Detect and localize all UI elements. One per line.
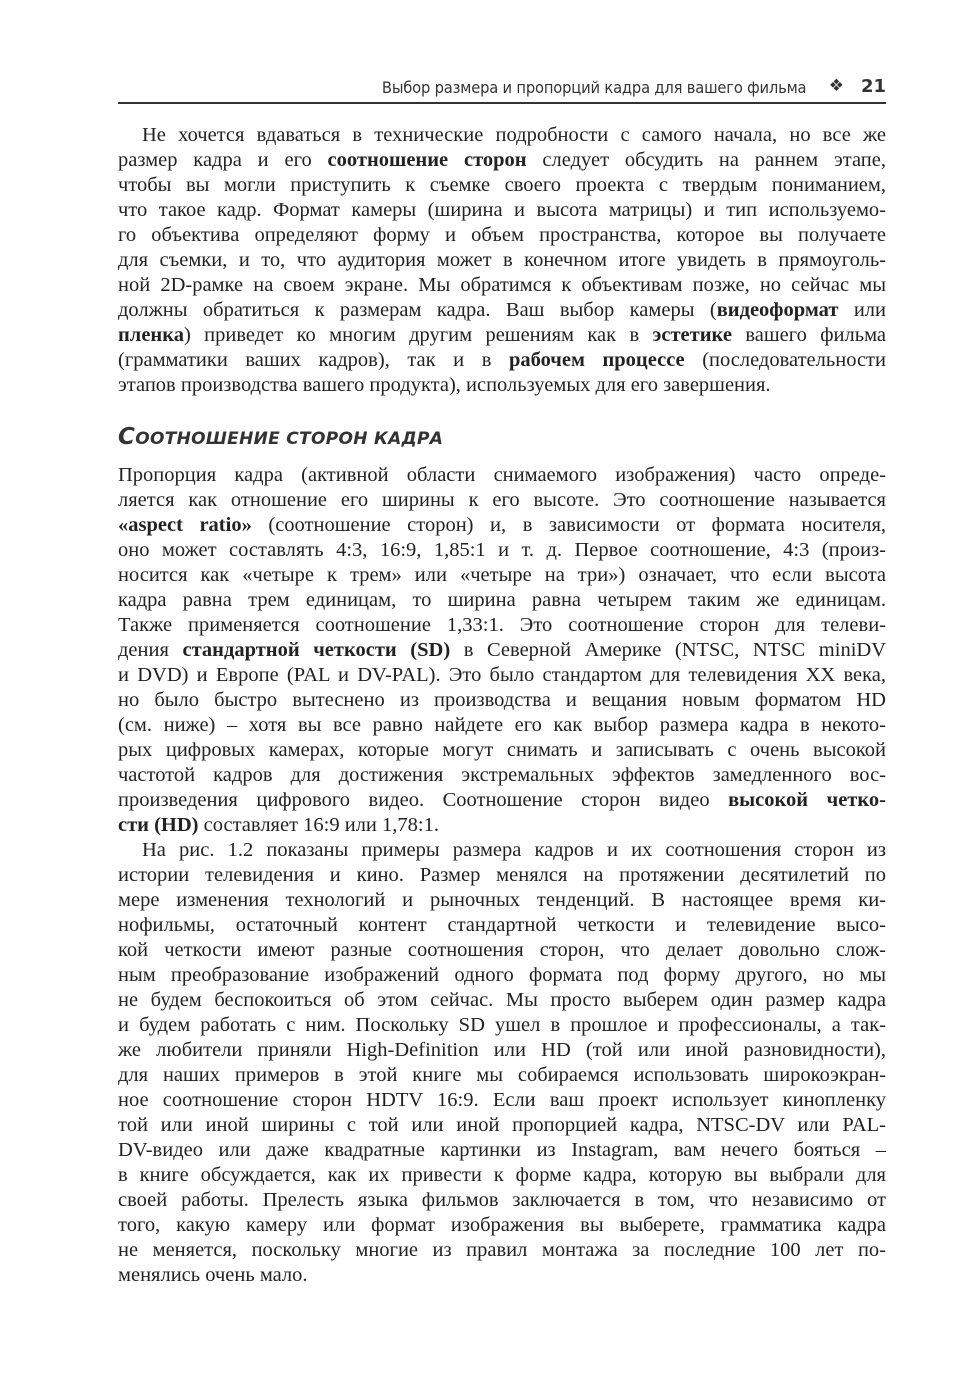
text-line: (грамматики ваших кадров), так и в рабочем процессе (последовательности: [118, 349, 886, 371]
bold-term: видеоформат: [716, 299, 839, 321]
text-line: Не хочется вдаваться в технические подробности с самого начала, но все же: [142, 124, 886, 146]
page-number: 21: [860, 76, 886, 97]
paragraph-frame-sizes: [118, 838, 886, 1288]
text-line: не будем беспокоиться об этом сейчас. Мы просто выберем один размер кадра: [118, 989, 886, 1011]
text-line: чтобы вы могли приступить к съемке своего проекта с твердым пониманием,: [118, 174, 886, 196]
bold-term: «aspect ratio»: [118, 514, 252, 536]
bold-term: пленка: [118, 324, 184, 346]
text-line: произведения цифрового видео. Соотношение сторон видео высокой четко-: [118, 789, 886, 811]
text-line: «aspect ratio» (соотношение сторон) и, в зависимости от формата носителя,: [118, 514, 886, 536]
text-line: DV-видео или даже квадратные картинки из Instagram, вам нечего бояться –: [118, 1139, 886, 1161]
paragraph-aspect-ratio: [118, 463, 886, 838]
text-line: (см. ниже) – хотя вы все равно найдете его как выбор размера кадра в некото-: [118, 714, 886, 736]
text-line: для наших примеров в этой книге мы собираемся использовать широкоэкран-: [118, 1064, 886, 1086]
text-line: ным преобразование изображений одного формата под форму другого, но мы: [118, 964, 886, 986]
text-line: нофильмы, остаточный контент стандартной четкости и телевидение высо-: [118, 914, 886, 936]
paragraph-intro: [118, 123, 886, 398]
ornament-icon: ❖: [828, 76, 844, 96]
text-line: не меняется, поскольку многие из правил монтажа за последние 100 лет по-: [118, 1239, 886, 1261]
text-line: той или иной ширины с той или иной пропорцией кадра, NTSC-DV или PAL-: [118, 1114, 886, 1136]
bold-term: высокой четко-: [728, 789, 886, 811]
bold-term: сти (HD): [118, 814, 199, 836]
text-line: дения стандартной четкости (SD) в Северной Америке (NTSC, NTSC miniDV: [118, 639, 886, 661]
text-line: частотой кадров для достижения экстремальных эффектов замедленного вос-: [118, 764, 886, 786]
text-line: На рис. 1.2 показаны примеры размера кадров и их соотношения сторон из: [142, 839, 886, 861]
text-line: мере изменения технологий и рыночных тенденций. В настоящее время ки-: [118, 889, 886, 911]
text-line: своей работы. Прелесть языка фильмов заключается в том, что независимо от: [118, 1189, 886, 1211]
text-line: го объектива определяют форму и объем пространства, которое вы получаете: [118, 224, 886, 246]
text-line: истории телевидения и кино. Размер менялся на протяжении десятилетий по: [118, 864, 886, 886]
text-line: пленка) приведет ко многим другим решениям как в эстетике вашего фильма: [118, 324, 886, 346]
text-line: в книге обсуждается, как их привести к форме кадра, которую вы выбрали для: [118, 1164, 886, 1186]
running-title: Выбор размера и пропорций кадра для вашего фильма: [381, 78, 806, 97]
section-heading: [118, 424, 443, 450]
text-line: Также применяется соотношение 1,33:1. Это соотношение сторон для телеви-: [118, 614, 886, 636]
section-heading-rest: ООТНОШЕНИЕ СТОРОН КАДРА: [135, 429, 444, 449]
text-line: размер кадра и его соотношение сторон следует обсудить на раннем этапе,: [118, 149, 886, 171]
text-line: Пропорция кадра (активной области снимаемого изображения) часто опреде-: [118, 464, 886, 486]
text-line: для съемки, и то, что аудитория может в конечном итоге увидеть в прямоуголь-: [118, 249, 886, 271]
text-line: но было быстро вытеснено из производства и вещания новым форматом HD: [118, 689, 886, 711]
text-line: и DVD) и Европе (PAL и DV-PAL). Это было стандартом для телевидения XX века,: [118, 664, 886, 686]
text-line: кадра равна трем единицам, то ширина равна четырем таким же единицам.: [118, 589, 886, 611]
bold-term: соотношение сторон: [327, 149, 527, 171]
text-line: и будем работать с ним. Поскольку SD ушел в прошлое и профессионалы, а так-: [118, 1014, 886, 1036]
section-heading-initial: С: [118, 424, 136, 450]
text-line: ное соотношение сторон HDTV 16:9. Если ваш проект использует кинопленку: [118, 1089, 886, 1111]
text-line: кой четкости имеют разные соотношения сторон, что делает довольно слож-: [118, 939, 886, 961]
text-line: рых цифровых камерах, которые могут снимать и записывать с очень высокой: [118, 739, 886, 761]
bold-term: стандартной четкости (SD): [182, 639, 451, 661]
running-header: [118, 76, 886, 104]
bold-term: рабочем процессе: [508, 349, 685, 371]
text-line: ляется как отношение его ширины к его высоте. Это соотношение называется: [118, 489, 886, 511]
text-line: этапов производства вашего продукта), используемых для его завершения.: [118, 374, 771, 396]
text-line: ной 2D-рамке на своем экране. Мы обратимся к объективам позже, но сейчас мы: [118, 274, 886, 296]
text-line: должны обратиться к размерам кадра. Ваш выбор камеры (видеоформат или: [118, 299, 886, 321]
bold-term: эстетике: [652, 324, 732, 346]
text-line: того, какую камеру или формат изображения вы выберете, грамматика кадра: [118, 1214, 886, 1236]
text-line: оно может составлять 4:3, 16:9, 1,85:1 и т. д. Первое соотношение, 4:3 (произ-: [118, 539, 886, 561]
text-line: что такое кадр. Формат камеры (ширина и высота матрицы) и тип используемо-: [118, 199, 886, 221]
text-line: сти (HD) составляет 16:9 или 1,78:1.: [118, 814, 439, 836]
text-line: же любители приняли High-Definition или HD (той или иной разновидности),: [118, 1039, 886, 1061]
text-line: менялись очень мало.: [118, 1264, 308, 1286]
text-line: носится как «четыре к трем» или «четыре на три») означает, что если высота: [118, 564, 886, 586]
